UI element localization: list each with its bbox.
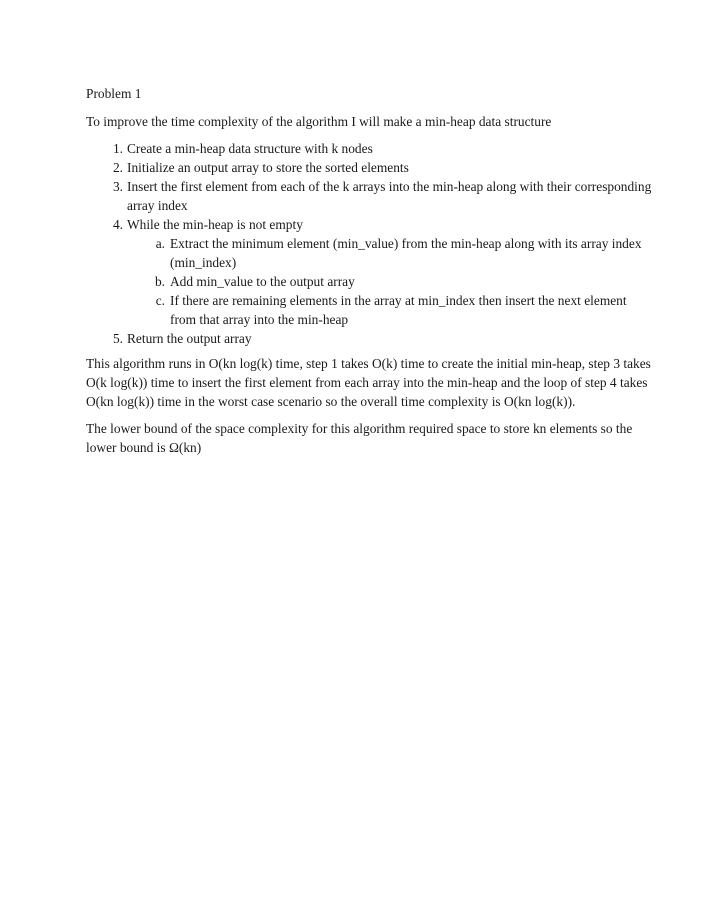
algorithm-steps-list: [86, 139, 654, 348]
intro-paragraph: To improve the time complexity of the algorithm I will make a min-heap data structure: [86, 114, 552, 129]
step-text: Insert the first element from each of the k arrays into the min-heap along with their corresponding array index: [127, 179, 652, 213]
list-item: [155, 234, 654, 272]
list-marker: b.: [154, 274, 165, 289]
list-marker: a.: [155, 236, 165, 251]
list-item: [112, 158, 654, 177]
problem-title: Problem 1: [86, 86, 142, 101]
list-marker: 3.: [112, 179, 123, 194]
substeps-list: [127, 234, 654, 329]
list-item: [112, 329, 654, 348]
substep-text: If there are remaining elements in the array at min_index then insert the next element from that array into the min-heap: [170, 293, 627, 327]
list-item: [155, 291, 654, 329]
list-marker: 4.: [112, 217, 123, 232]
space-complexity-paragraph: The lower bound of the space complexity for this algorithm required space to store kn elements so the lower bound is Ω(kn): [86, 421, 633, 455]
list-item: [154, 272, 654, 291]
step-text: Create a min-heap data structure with k nodes: [127, 141, 373, 156]
list-marker: c.: [155, 293, 165, 308]
step-text: Initialize an output array to store the sorted elements: [127, 160, 409, 175]
list-marker: 2.: [112, 160, 123, 175]
list-item: [112, 139, 654, 158]
list-item: [112, 177, 654, 215]
list-marker: 1.: [112, 141, 123, 156]
substep-text: Extract the minimum element (min_value) from the min-heap along with its array index (min_index): [170, 236, 642, 270]
list-item: [112, 215, 654, 329]
step-text: Return the output array: [127, 331, 252, 346]
substep-text: Add min_value to the output array: [170, 274, 355, 289]
step-text: While the min-heap is not empty: [127, 217, 303, 232]
time-complexity-paragraph: This algorithm runs in O(kn log(k) time, step 1 takes O(k) time to create the initial min-heap, step 3 takes O(k log(k)) time to insert the first element from each array into the min-heap and the loop of step 4 takes O(kn log(k)) time in the worst case scenario so the overall time complexity is O(kn log(k)).: [86, 356, 651, 409]
list-marker: 5.: [112, 331, 123, 346]
